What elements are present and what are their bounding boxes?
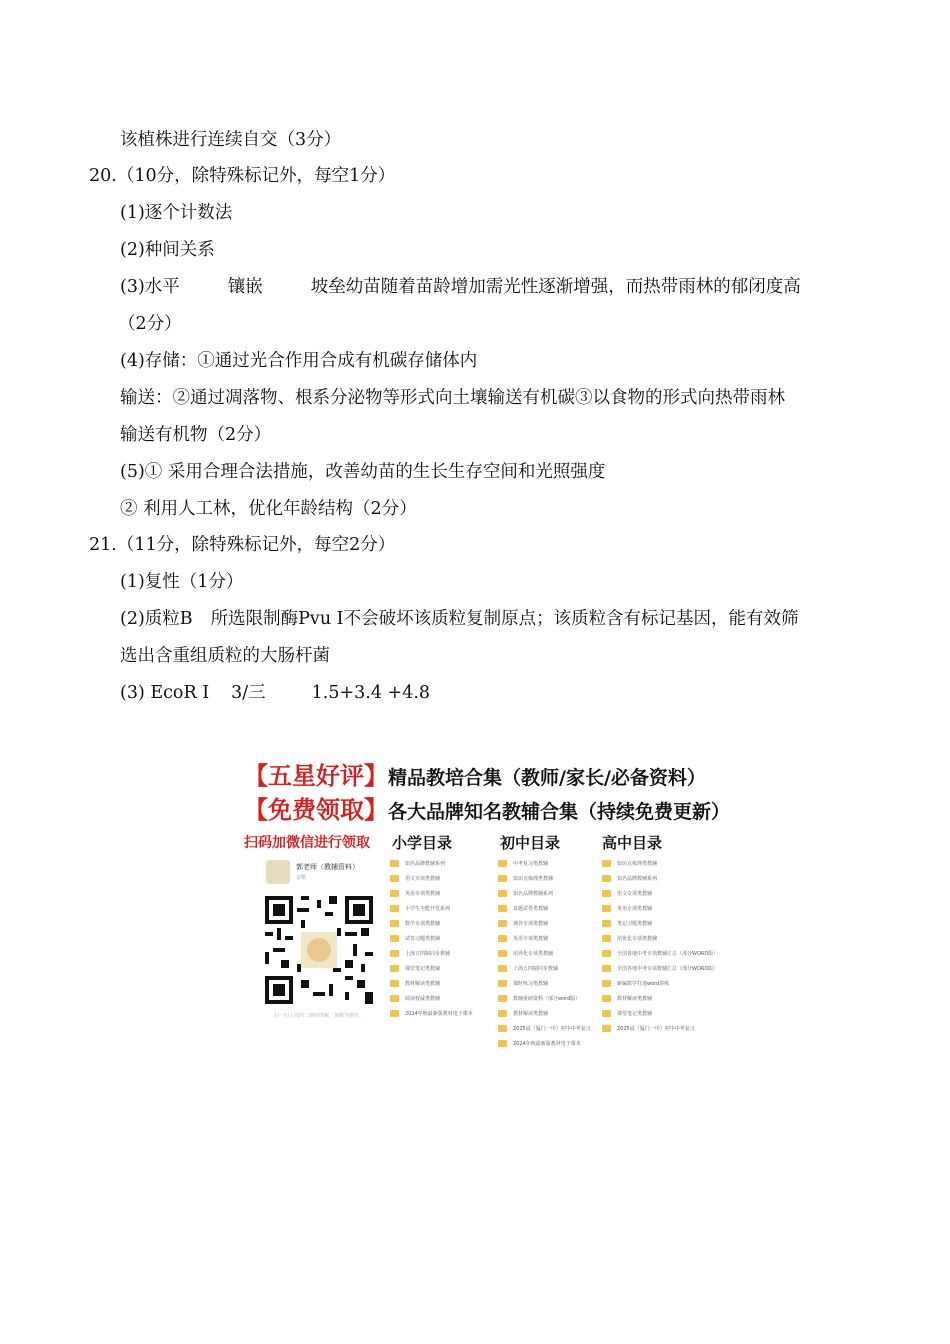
answer-20-2: (2)种间关系 (120, 240, 215, 260)
answer-20-3-part-c: 坡垒幼苗随着苗龄增加需光性逐渐增强，而热带雨林的郁闭度高 (310, 277, 801, 297)
folder-label: 知识点梳理类教辅 (513, 876, 554, 882)
promo-line-2-text: 各大品牌知名教辅合集（持续免费更新） (388, 801, 731, 823)
folder-label: 课时练习类教辅 (513, 981, 549, 987)
folder-item[interactable] (602, 931, 718, 946)
folder-label: 英语专项类教辅 (513, 936, 549, 942)
folder-label: 教辅重磅资料（部分word版） (513, 996, 581, 1002)
folder-item[interactable] (602, 901, 718, 916)
answer-21-1: (1)复性（1分） (120, 572, 244, 592)
folder-label: 教材解读类教辅 (513, 1011, 549, 1017)
folder-icon (390, 920, 399, 927)
answer-20-3-score: （2分） (118, 314, 182, 334)
folder-item[interactable] (602, 916, 718, 931)
folder-label: 2025届（厦门一中）初中中考复习 (617, 1026, 695, 1032)
answer-21-3-part-c: 1.5+3.4 +4.8 (311, 683, 431, 703)
answer-20-5-1: (5)① 采用合理合法措施，改善幼苗的生长生存空间和光照强度 (120, 462, 606, 482)
folder-label: 数学专项类教辅 (405, 921, 441, 927)
senior-catalog-list (602, 856, 718, 1036)
folder-label: 上海五四制同步教辅 (513, 966, 559, 972)
folder-item[interactable] (498, 931, 591, 946)
folder-label: 课堂笔记类教辅 (405, 966, 441, 972)
folder-icon (498, 950, 507, 957)
folder-label: 全国各地中考专项教辅汇总（部分WORD版） (617, 966, 719, 972)
folder-item[interactable] (602, 871, 718, 886)
folder-label: 中考复习类教辅 (513, 861, 549, 867)
folder-label: 课堂笔记类教辅 (617, 1011, 653, 1017)
answer-20-4-transport-cont: 输送有机物（2分） (120, 425, 272, 445)
folder-icon (602, 860, 611, 867)
folder-icon (498, 980, 507, 987)
question-21-heading: 21.（11分，除特殊标记外，每空2分） (89, 535, 396, 555)
folder-label: 知名品牌教辅系列 (405, 861, 446, 867)
folder-item[interactable] (390, 946, 473, 961)
teacher-location: 安徽 (296, 875, 307, 881)
folder-item[interactable] (602, 886, 718, 901)
folder-item[interactable] (390, 1006, 473, 1021)
promo-banner (240, 752, 731, 1047)
senior-catalog-title: 高中目录 (602, 834, 663, 852)
folder-icon (602, 995, 611, 1002)
answer-20-5-2: ② 利用人工林，优化年龄结构（2分） (120, 499, 417, 519)
folder-icon (602, 890, 611, 897)
answer-20-3-part-b: 镶嵌 (227, 277, 263, 297)
folder-item[interactable] (602, 1006, 718, 1021)
folder-icon (602, 875, 611, 882)
folder-item[interactable] (390, 931, 473, 946)
folder-label: 阅读权威类教辅 (405, 996, 441, 1002)
folder-label: 培优化专项类教辅 (617, 936, 658, 942)
junior-catalog-list (498, 856, 591, 1051)
doc-line-1: 该植株进行连续自交（3分） (120, 130, 342, 150)
folder-icon (498, 875, 507, 882)
folder-icon (390, 995, 399, 1002)
folder-item[interactable] (498, 961, 591, 976)
folder-item[interactable] (390, 976, 473, 991)
folder-label: 新编数学打通word讲练 (617, 981, 670, 987)
folder-item[interactable] (602, 946, 718, 961)
answer-20-3 (120, 275, 801, 299)
answer-20-3-part-a: (3)水平 (120, 277, 180, 297)
scan-instruction: 扫码加微信进行领取 (244, 835, 370, 851)
folder-label: 教材解读类教辅 (617, 996, 653, 1002)
folder-item[interactable] (498, 856, 591, 871)
folder-item[interactable] (602, 1021, 718, 1036)
folder-item[interactable] (498, 886, 591, 901)
folder-label: 小学生全能开发系列 (405, 906, 451, 912)
folder-label: 培养化专项类教辅 (513, 951, 554, 957)
answer-21-2-cont: 选出含重组质粒的大肠杆菌 (120, 646, 330, 666)
promo-line-2 (244, 790, 730, 825)
answer-21-2-part-a: (2)质粒B (120, 609, 193, 629)
folder-item[interactable] (602, 856, 718, 871)
answer-21-2 (120, 607, 799, 631)
folder-item[interactable] (390, 901, 473, 916)
folder-label: 真题试卷类教辅 (513, 906, 549, 912)
folder-item[interactable] (498, 1006, 591, 1021)
wechat-contact (266, 860, 384, 886)
folder-label: 2025届（厦门一中）初中中考复习 (513, 1026, 591, 1032)
folder-item[interactable] (390, 916, 473, 931)
promo-free-get: 【免费领取】 (244, 796, 388, 824)
answer-21-3 (120, 681, 430, 705)
folder-icon (498, 860, 507, 867)
folder-icon (390, 1010, 399, 1017)
folder-icon (498, 935, 507, 942)
folder-label: 英语专项类教辅 (617, 906, 653, 912)
folder-item[interactable] (602, 961, 718, 976)
folder-item[interactable] (498, 1036, 591, 1051)
folder-item[interactable] (390, 991, 473, 1006)
junior-catalog-title: 初中目录 (500, 834, 561, 852)
folder-icon (602, 980, 611, 987)
folder-item[interactable] (390, 871, 473, 886)
folder-item[interactable] (498, 991, 591, 1006)
folder-icon (390, 950, 399, 957)
folder-item[interactable] (498, 1021, 591, 1036)
folder-label: 语文专项类教辅 (405, 876, 441, 882)
folder-item[interactable] (498, 976, 591, 991)
folder-icon (602, 935, 611, 942)
answer-21-2-part-b: 所选限制酶Pvu I不会破坏该质粒复制原点；该质粒含有标记基因，能有效筛 (210, 609, 799, 629)
answer-20-4-transport: 输送：②通过凋落物、根系分泌物等形式向土壤输送有机碳③以食物的形式向热带雨林 (120, 388, 785, 408)
folder-icon (602, 905, 611, 912)
folder-icon (390, 890, 399, 897)
folder-label: 2024年秋最新版教材电子课本 (405, 1011, 473, 1017)
folder-icon (602, 950, 611, 957)
folder-icon (602, 1025, 611, 1032)
folder-icon (498, 995, 507, 1002)
avatar (266, 860, 290, 884)
folder-label: 上海五四制同步教辅 (405, 951, 451, 957)
promo-line-1-text: 精品教培合集（教师/家长/必备资料） (388, 767, 706, 789)
folder-icon (498, 920, 507, 927)
folder-label: 教材解读类教辅 (405, 981, 441, 987)
primary-catalog-title: 小学目录 (392, 834, 453, 852)
folder-label: 笔记习题类教辅 (617, 921, 653, 927)
folder-label: 知名品牌教辅系列 (617, 876, 658, 882)
folder-icon (498, 1040, 507, 1047)
folder-icon (390, 965, 399, 972)
answer-21-3-part-a: (3) EcoR I (120, 683, 210, 703)
primary-catalog-list (390, 856, 473, 1021)
promo-five-star: 【五星好评】 (244, 762, 388, 790)
answer-20-1: (1)逐个计数法 (120, 203, 233, 223)
qr-code[interactable] (265, 896, 373, 1004)
promo-line-1 (244, 756, 706, 791)
folder-icon (498, 1025, 507, 1032)
answer-20-4-store: (4)存储：①通过光合作用合成有机碳存储体内 (120, 351, 478, 371)
folder-icon (390, 860, 399, 867)
folder-icon (498, 1010, 507, 1017)
teacher-name: 郭老师（教辅资料） (296, 863, 359, 871)
folder-icon (498, 905, 507, 912)
folder-icon (498, 890, 507, 897)
folder-item[interactable] (390, 856, 473, 871)
folder-icon (602, 1010, 611, 1017)
folder-label: 语文专项类教辅 (617, 891, 653, 897)
folder-item[interactable] (390, 886, 473, 901)
folder-item[interactable] (498, 916, 591, 931)
folder-item[interactable] (390, 961, 473, 976)
folder-icon (390, 905, 399, 912)
folder-label: 英语专项类教辅 (405, 891, 441, 897)
folder-item[interactable] (602, 991, 718, 1006)
folder-icon (602, 920, 611, 927)
folder-icon (602, 965, 611, 972)
folder-icon (390, 935, 399, 942)
folder-label: 全国各地中考专项教辅汇总（部分WORD版） (617, 951, 719, 957)
qr-caption: 扫一扫上面的二维码图案，加我为朋友。 (274, 1013, 365, 1019)
folder-icon (390, 875, 399, 882)
folder-item[interactable] (498, 901, 591, 916)
folder-label: 课外专项类教辅 (513, 921, 549, 927)
folder-label: 2024年秋最新版教材电子课本 (513, 1041, 581, 1047)
folder-icon (498, 965, 507, 972)
folder-icon (390, 980, 399, 987)
folder-label: 知名品牌教辅系列 (513, 891, 554, 897)
folder-item[interactable] (498, 871, 591, 886)
folder-label: 试卷习题类教辅 (405, 936, 441, 942)
folder-label: 知识点梳理类教辅 (617, 861, 658, 867)
question-20-heading: 20.（10分，除特殊标记外，每空1分） (89, 166, 396, 186)
answer-21-3-part-b: 3/三 (231, 683, 266, 703)
folder-item[interactable] (602, 976, 718, 991)
folder-item[interactable] (498, 946, 591, 961)
